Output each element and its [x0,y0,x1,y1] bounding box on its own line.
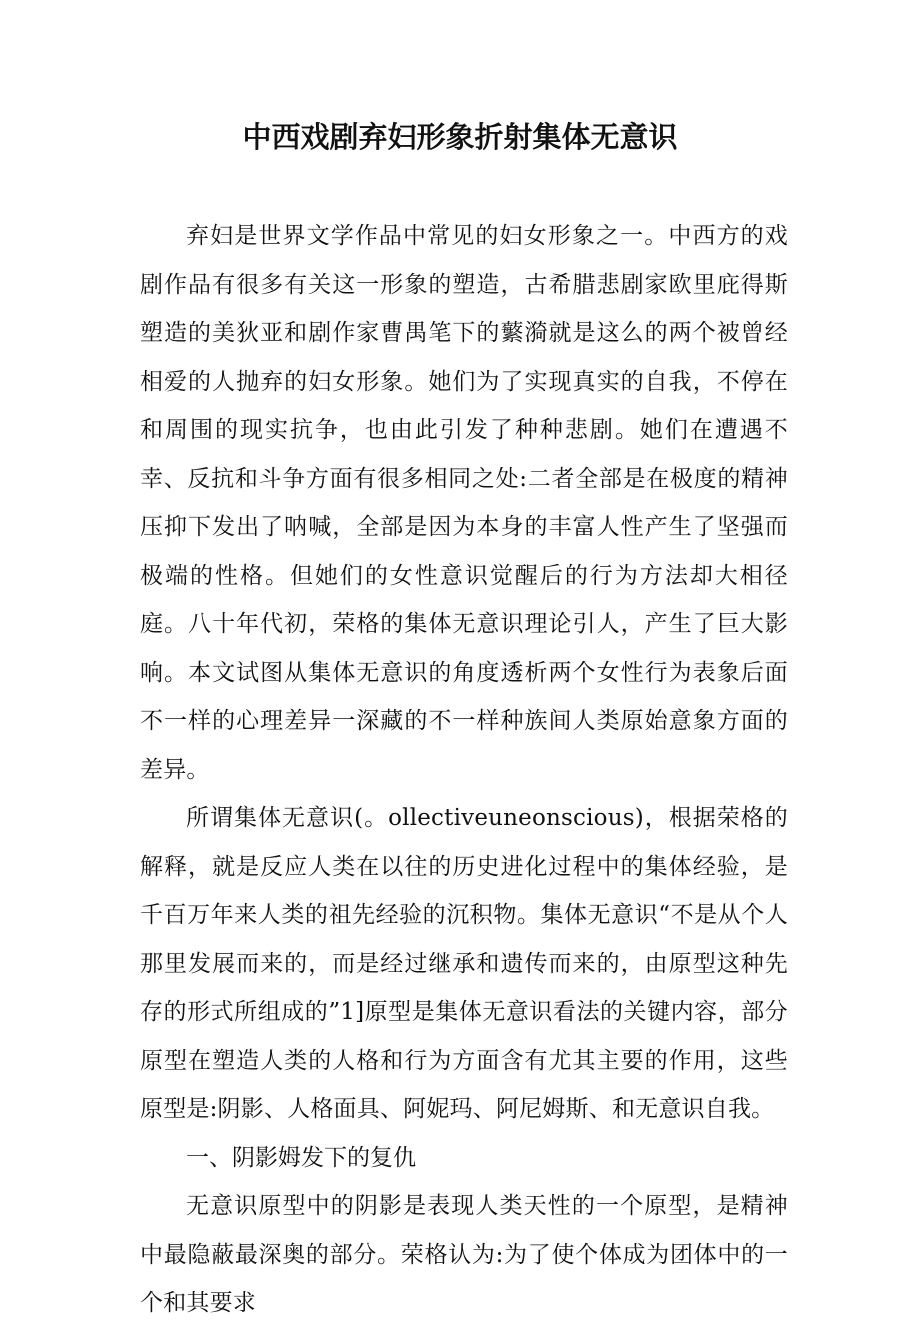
paragraph-collective-unconscious: 所谓集体无意识(。ollectiveuneonscious)，根据荣格的解释，就是反应人类在以往的历史进化过程中的集体经验，是千百万年来人类的祖先经验的沉积物。集体无意识“不是从个人那里发展而来的，而是经过继承和遗传而来的，由原型这种先存的形式所组成的”1]原型是集体无意识看法的关键内容，部分原型在塑造人类的人格和行为方面含有尤其主要的作用，这些原型是:阴影、人格面具、阿妮玛、阿尼姆斯、和无意识自我。 [140,805,788,1122]
paragraph-shadow-archetype: 无意识原型中的阴影是表现人类天性的一个原型，是精神中最隐蔽最深奥的部分。荣格认为:为了使个体成为团体中的一个和其要求 [140,1193,788,1316]
section-heading: 一、阴影姆发下的复仇 [186,1144,416,1171]
document-body [140,212,788,1328]
paragraph-intro: 弃妇是世界文学作品中常见的妇女形象之一。中西方的戏剧作品有很多有关这一形象的塑造，古希腊悲剧家欧里庇得斯塑造的美狄亚和剧作家曹禺笔下的蘩漪就是这么的两个被曾经相爱的人抛弃的妇女形象。她们为了实现真实的自我，不停在和周围的现实抗争，也由此引发了种种悲剧。她们在遭遇不幸、反抗和斗争方面有很多相同之处:二者全部是在极度的精神压抑下发出了呐喊，全部是因为本身的丰富人性产生了坚强而极端的性格。但她们的女性意识觉醒后的行为方法却大相径庭。八十年代初，荣格的集体无意识理论引人，产生了巨大影响。本文试图从集体无意识的角度透析两个女性行为表象后面不一样的心理差异一深藏的不一样种族间人类原始意象方面的差异。 [140,223,788,783]
page-title: 中西戏剧弃妇形象折射集体无意识 [242,120,678,154]
